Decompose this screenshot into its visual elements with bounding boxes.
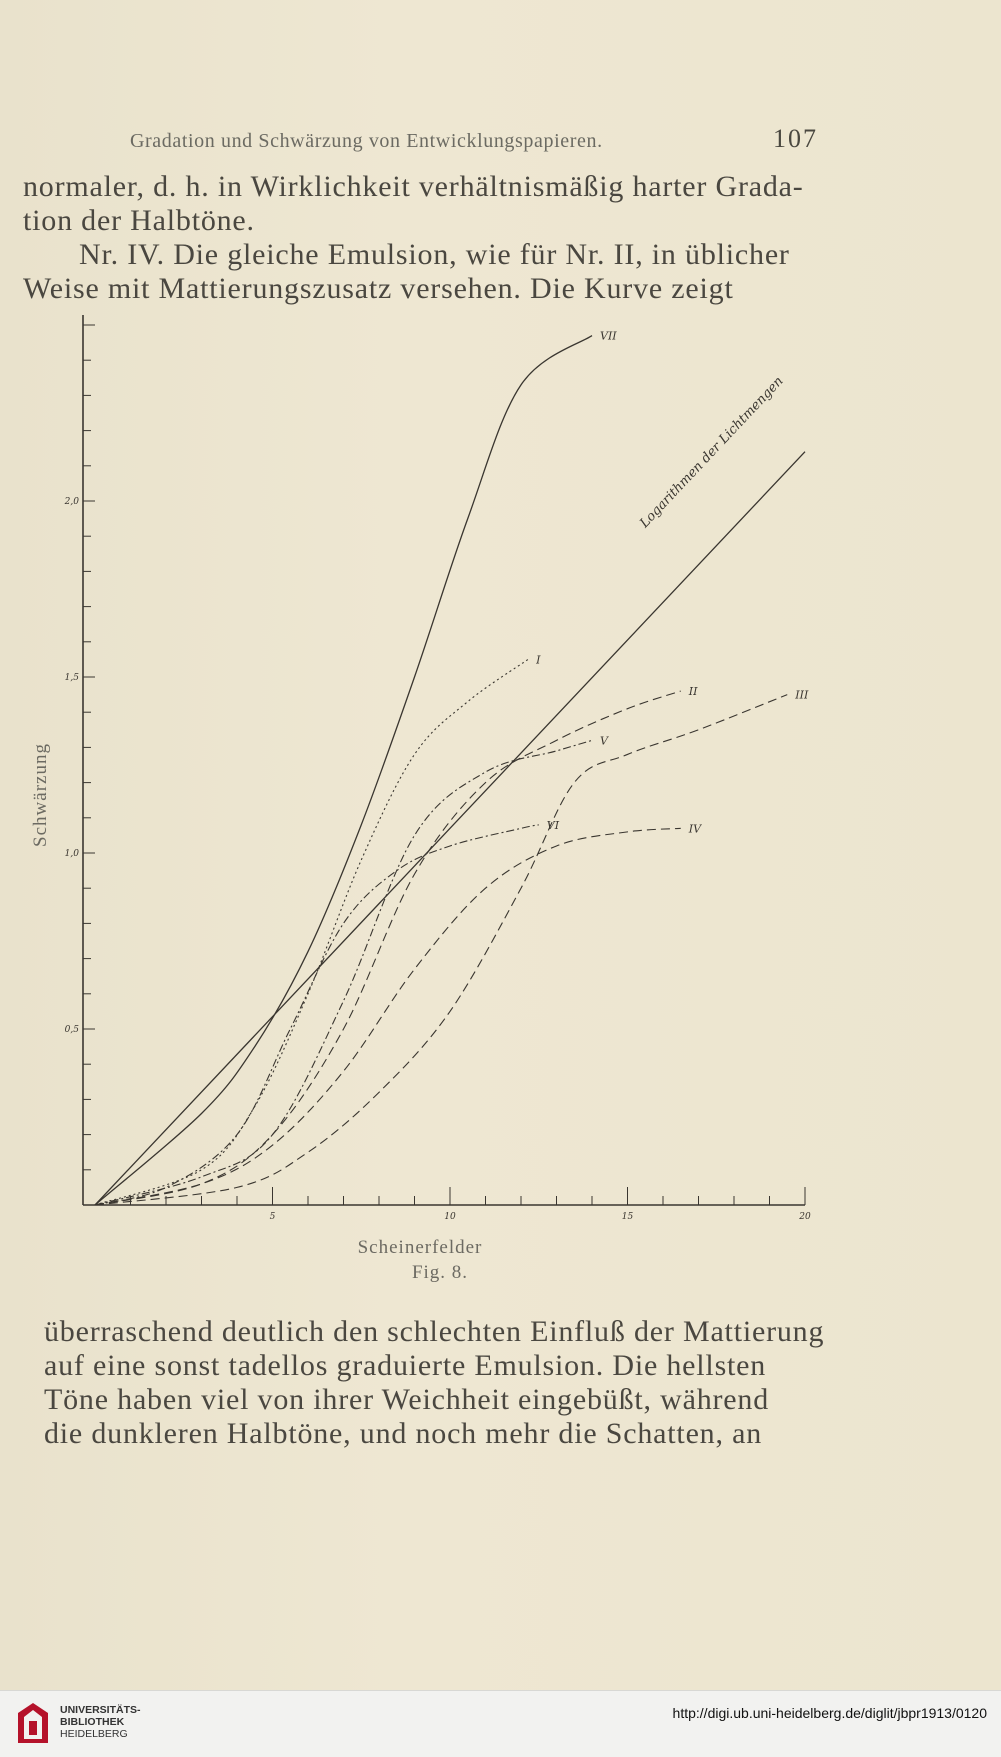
series-line-vi [95,825,539,1205]
y-tick-label: 1,0 [64,849,79,859]
library-name-line: UNIVERSITÄTS- [60,1704,141,1716]
series-label: VI [546,818,560,832]
y-tick-label: 0,5 [64,1025,79,1035]
running-head-title: Gradation und Schwärzung von Entwicklungspapieren. [130,130,603,152]
source-url-link[interactable]: http://digi.ub.uni-heidelberg.de/diglit/jbpr1913/0120 [672,1705,987,1721]
figure-8 [0,300,1001,1290]
text-line: normaler, d. h. in Wirklichkeit verhältnismäßig harter Grada- [23,170,804,203]
body-text-top [23,170,823,306]
text-line: auf eine sonst tadellos graduierte Emulsion. Die hellsten [44,1349,767,1382]
series-line-v [95,740,592,1205]
figure-caption: Fig. 8. [411,1262,469,1283]
series-line-iv [95,828,681,1205]
x-axis-label: Scheinerfelder [357,1237,483,1258]
x-tick-label: 10 [444,1212,456,1222]
series-label: VII [600,329,617,343]
text-line: Töne haben viel von ihrer Weichheit eingebüßt, während [44,1383,769,1416]
x-tick-label: 20 [799,1212,811,1222]
library-name-line: BIBLIOTHEK [60,1716,125,1728]
chart-svg [0,300,1001,1260]
series-line-vii [95,336,592,1205]
series-line-i [95,659,528,1205]
series-label: V [600,734,608,748]
body-text-bottom [44,1315,844,1451]
page-number: 107 [773,124,818,153]
x-tick-label: 15 [621,1212,634,1222]
text-line: die dunkleren Halbtöne, und noch mehr die Schatten, an [44,1417,762,1450]
y-axis-label: Schwärzung [30,743,51,847]
series-line-ii [95,691,681,1205]
library-logo-icon [12,1699,54,1749]
series-label: I [536,653,541,667]
y-tick-label: 1,5 [64,673,79,683]
library-name-line: HEIDELBERG [60,1728,128,1740]
series-label: Logarithmen der Lichtmengen [637,373,787,532]
series-label: II [688,685,698,699]
series-label: III [795,688,809,702]
y-tick-label: 2,0 [64,497,79,507]
footer-bar [0,1690,1001,1757]
library-name [60,1704,141,1740]
series-line-iii [95,695,787,1205]
running-head [130,124,818,154]
x-tick-label: 5 [269,1212,276,1222]
text-line: überraschend deutlich den schlechten Einfluß der Mattierung [44,1315,825,1348]
text-line: Nr. IV. Die gleiche Emulsion, wie für Nr. II, in üblicher [79,238,790,271]
text-line: Weise mit Mattierungszusatz versehen. Die Kurve zeigt [23,272,734,305]
text-line: tion der Halbtöne. [23,204,255,237]
series-label: IV [688,822,702,836]
